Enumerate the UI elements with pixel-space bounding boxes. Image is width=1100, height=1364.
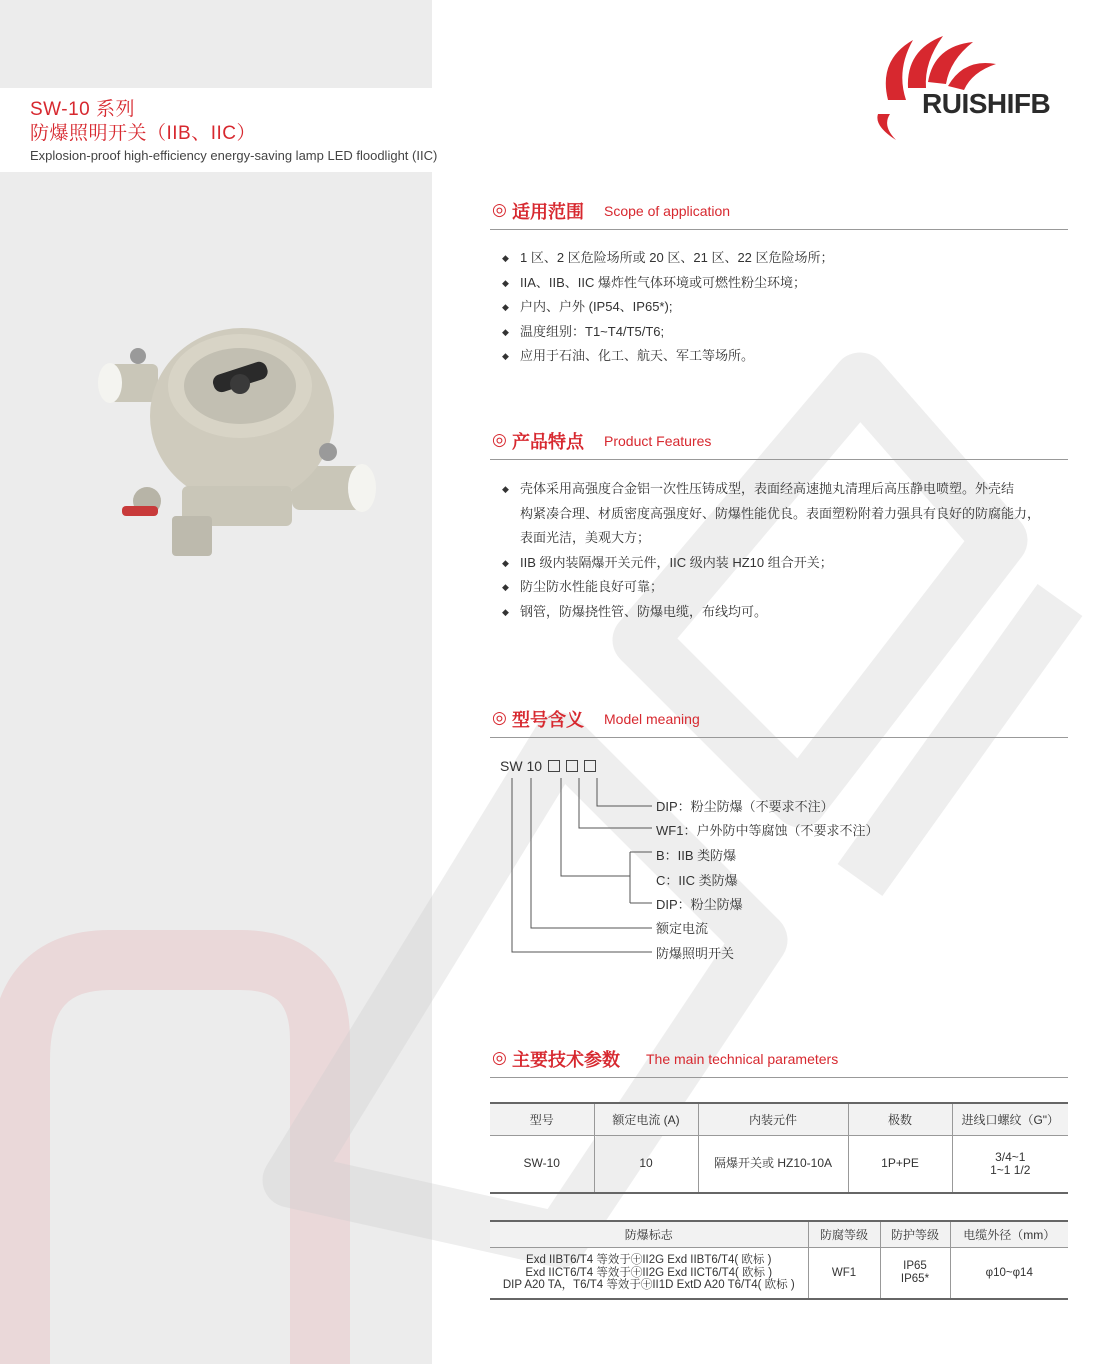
params-table [490, 1102, 1068, 1194]
table-header: 进线口螺纹（G"） [952, 1103, 1068, 1135]
title-english: Explosion-proof high-efficiency energy-saving lamp LED floodlight (IIC) [30, 148, 438, 163]
title-series: SW-10 系列 [30, 99, 136, 120]
section-features-title-cn: 产品特点 [512, 432, 584, 452]
section-params-header [490, 1044, 1068, 1078]
model-code-text: SW 10 [500, 758, 543, 774]
explosion-marks-table [490, 1220, 1068, 1300]
section-params-title-en: The main technical parameters [646, 1051, 839, 1067]
explosion-mark-line: Exd IIBT6/T4 等效于㊉II2G Exd IIBT6/T4( 欧标 ) [526, 1254, 772, 1266]
table-header: 防护等级 [880, 1221, 950, 1247]
list-item: ◆ 应用于石油、化工、航天、军工等场所。 [502, 344, 834, 369]
model-label: WF1：户外防中等腐蚀（不要求不注） [656, 823, 879, 838]
table-row [490, 1135, 1068, 1193]
section-mark-icon: ◎ [492, 1048, 507, 1067]
logo-text: RUISHIFB [922, 88, 1051, 119]
section-mark-icon: ◎ [492, 708, 507, 727]
section-features-title-en: Product Features [604, 433, 712, 449]
table-header: 额定电流 (A) [594, 1103, 698, 1135]
table-header: 内装元件 [698, 1103, 848, 1135]
table-cell: 隔爆开关或 HZ10-10A [698, 1135, 848, 1193]
list-item: ◆ 温度组别：T1~T4/T5/T6; [502, 320, 834, 345]
table-header-row [490, 1221, 1068, 1247]
table-row [490, 1247, 1068, 1299]
table-header: 电缆外径（mm） [950, 1221, 1068, 1247]
list-item: ◆ IIB 级内装隔爆开关元件，IIC 级内装 HZ10 组合开关； [502, 551, 1040, 576]
table-cell: SW-10 [490, 1135, 594, 1193]
table-header: 极数 [848, 1103, 952, 1135]
title-product: 防爆照明开关（IIB、IIC） [30, 123, 257, 144]
table-cell: 10 [594, 1135, 698, 1193]
list-item: ◆ 壳体采用高强度合金铝一次性压铸成型，表面经高速抛丸清理后高压静电喷塑。外壳结 [502, 477, 1040, 502]
explosion-mark-line: DIP A20 TA，T6/T4 等效于㊉II1D ExtD A20 T6/T4( 欧标 ) [502, 1279, 795, 1291]
table-cell [880, 1247, 950, 1299]
table-cell: WF1 [808, 1247, 880, 1299]
list-item-continuation: 表面光洁，美观大方； [520, 530, 651, 545]
table-cell: φ10~φ14 [950, 1247, 1068, 1299]
list-item: ◆ 钢管，防爆挠性管、防爆电缆，布线均可。 [502, 600, 1040, 625]
model-label: DIP：粉尘防爆（不要求不注） [656, 799, 834, 814]
model-label: 防爆照明开关 [656, 946, 735, 961]
section-params-title-cn: 主要技术参数 [512, 1050, 620, 1070]
section-model-title-en: Model meaning [604, 711, 700, 727]
table-header-row [490, 1103, 1068, 1135]
thread-size-line: 1~1 1/2 [990, 1162, 1031, 1177]
table-cell: 1P+PE [848, 1135, 952, 1193]
thread-size-line: 3/4~1 [995, 1149, 1026, 1164]
protection-line: IP65 [903, 1260, 927, 1273]
list-item: ◆ 1 区、2 区危险场所或 20 区、21 区、22 区危险场所； [502, 246, 834, 271]
section-scope-title-en: Scope of application [604, 203, 731, 219]
model-label: DIP：粉尘防爆 [656, 897, 743, 912]
model-label: C：IIC 类防爆 [656, 873, 738, 888]
section-model-title-cn: 型号含义 [512, 710, 584, 730]
list-item-continuation: 构紧凑合理、材质密度高强度好、防爆性能优良。表面塑粉附着力强具有良好的防腐能力， [520, 505, 1041, 521]
table-cell [952, 1135, 1068, 1193]
model-label: B：IIB 类防爆 [656, 848, 737, 863]
table-cell [490, 1247, 808, 1299]
explosion-mark-line: Exd IICT6/T4 等效于㊉II2G Exd IICT6/T4( 欧标 ) [525, 1266, 773, 1279]
section-scope-title-cn: 适用范围 [512, 202, 584, 222]
table-header: 型号 [490, 1103, 594, 1135]
table-header: 防腐等级 [808, 1221, 880, 1247]
list-item: ◆ IIA、IIB、IIC 爆炸性气体环境或可燃性粉尘环境； [502, 271, 834, 296]
section-mark-icon: ◎ [492, 430, 507, 449]
table-header: 防爆标志 [490, 1221, 808, 1247]
protection-line: IP65* [900, 1272, 930, 1285]
model-label: 额定电流 [656, 921, 709, 936]
list-item: ◆ 防尘防水性能良好可靠； [502, 575, 1040, 600]
list-item: ◆ 户内、户外 (IP54、IP65*); [502, 295, 834, 320]
section-mark-icon: ◎ [492, 200, 507, 219]
